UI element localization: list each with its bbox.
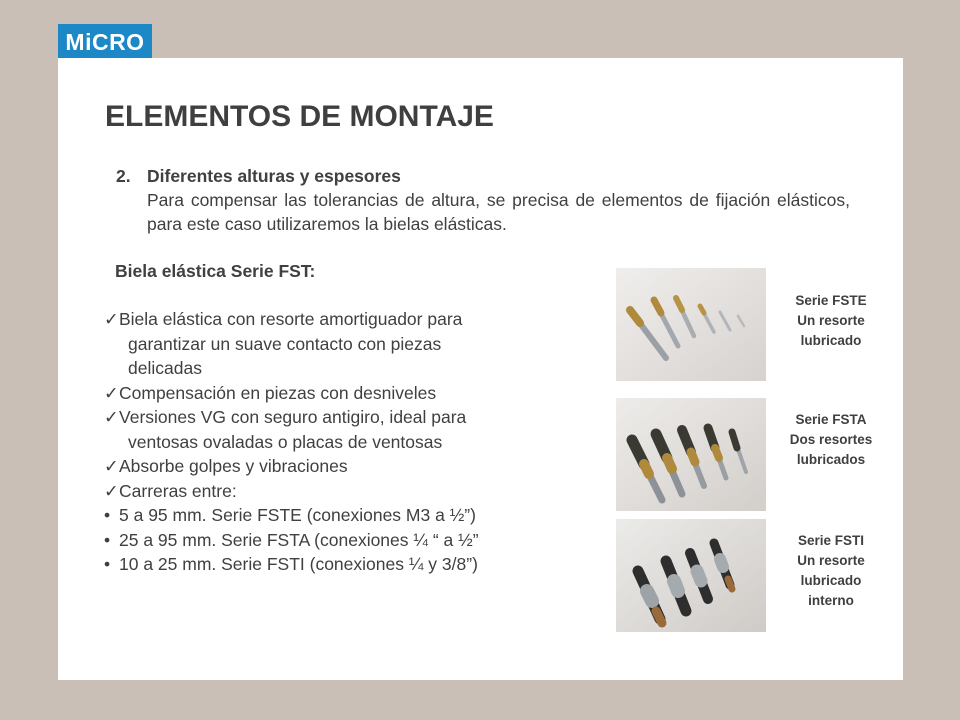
caption-line: lubricado <box>800 573 862 588</box>
feature-item <box>104 381 574 406</box>
product-photo-fsti <box>616 519 766 632</box>
feature-item <box>104 479 574 504</box>
feature-text-continuation: garantizar un suave contacto con piezas <box>128 333 442 354</box>
micro-logo: MiCRO <box>58 24 152 60</box>
fste-rods-illustration <box>616 268 766 381</box>
product-caption-fsti <box>775 531 887 611</box>
bullet-item <box>104 528 574 553</box>
caption-line: Un resorte <box>797 553 865 568</box>
bullet-item <box>104 503 574 528</box>
feature-item <box>104 307 574 332</box>
caption-line: Dos resortes <box>789 432 873 447</box>
caption-line: Serie FSTI <box>797 533 865 548</box>
feature-text: Versiones VG con seguro antigiro, ideal para <box>119 407 467 427</box>
feature-text-continuation: delicadas <box>128 358 202 378</box>
checkmark-icon: ✓ <box>104 480 119 501</box>
bullet-icon: • <box>104 529 111 550</box>
section-description: Para compensar las tolerancias de altura, se precisa de elementos de fijación elásticos, para este caso utilizaremos la bielas elásticas. <box>147 190 850 234</box>
caption-line: lubricado <box>800 333 862 348</box>
page-title: ELEMENTOS DE MONTAJE <box>105 100 494 133</box>
caption-line: Serie FSTE <box>795 293 867 308</box>
bullet-icon: • <box>104 554 111 574</box>
checkmark-icon: ✓ <box>104 407 119 427</box>
checkmark-icon: ✓ <box>104 382 119 403</box>
feature-item <box>104 405 574 430</box>
caption-line: Un resorte <box>797 313 865 328</box>
bullet-item <box>104 552 574 577</box>
section-heading: Diferentes alturas y espesores <box>147 166 401 186</box>
section-number: 2. <box>116 166 131 186</box>
product-caption-fsta <box>775 410 887 470</box>
bullet-text: 25 a 95 mm. Serie FSTA (conexiones ¼ “ a ½” <box>119 529 479 550</box>
caption-line: Serie FSTA <box>795 412 867 427</box>
section-block <box>116 164 850 236</box>
checkmark-icon: ✓ <box>104 456 119 476</box>
fsta-rods-illustration <box>616 398 766 511</box>
product-photo-fste <box>616 268 766 381</box>
feature-text: Biela elástica con resorte amortiguador para <box>119 309 463 329</box>
feature-text: Absorbe golpes y vibraciones <box>119 456 348 476</box>
product-photo-fsta <box>616 398 766 511</box>
feature-text: Carreras entre: <box>119 480 237 501</box>
caption-line: interno <box>808 593 854 608</box>
fsti-rods-illustration <box>616 519 766 632</box>
caption-line: lubricados <box>796 452 866 467</box>
checkmark-icon: ✓ <box>104 309 119 329</box>
feature-text-continuation: ventosas ovaladas o placas de ventosas <box>128 431 443 452</box>
feature-item <box>104 454 574 479</box>
bullet-text: 5 a 95 mm. Serie FSTE (conexiones M3 a ½”) <box>119 505 476 525</box>
bullet-text: 10 a 25 mm. Serie FSTI (conexiones ¼ y 3/8”) <box>119 554 478 574</box>
bullet-icon: • <box>104 505 111 525</box>
feature-list <box>104 307 574 577</box>
product-subheading: Biela elástica Serie FST: <box>115 261 316 281</box>
feature-text: Compensación en piezas con desniveles <box>119 382 437 403</box>
product-caption-fste <box>775 291 887 351</box>
